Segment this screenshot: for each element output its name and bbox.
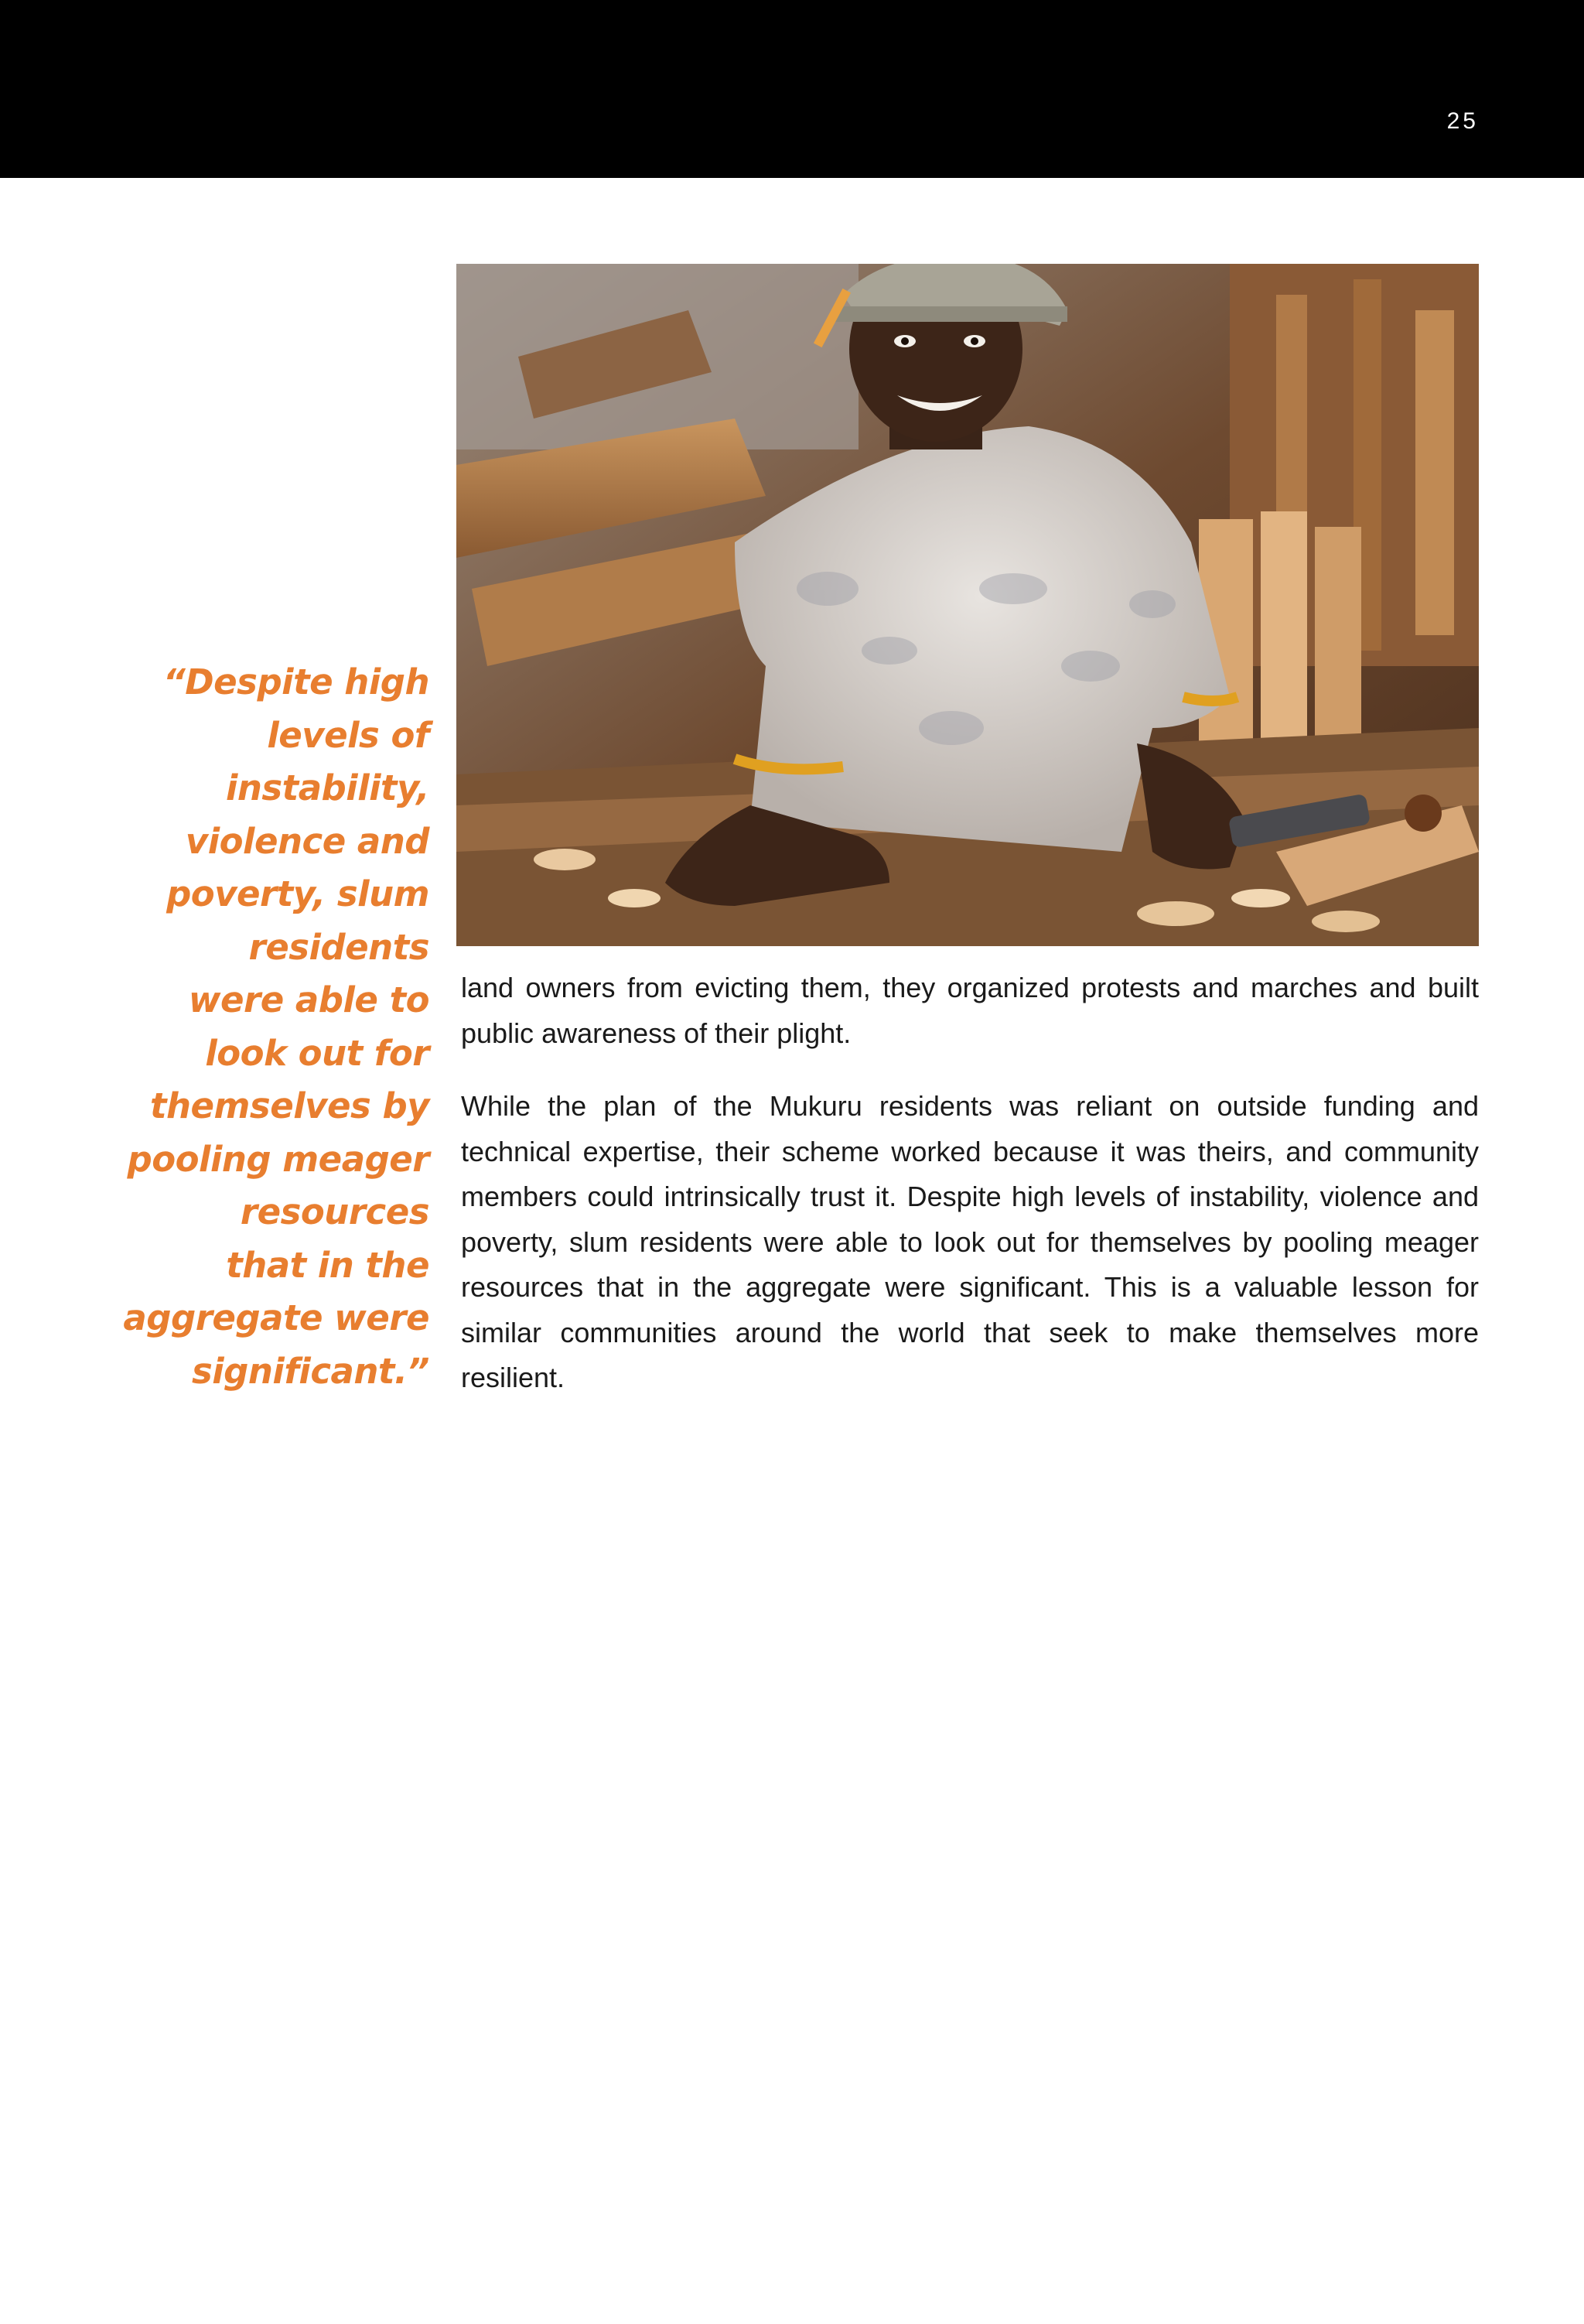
- pull-quote-line: levels of: [267, 714, 429, 756]
- pull-quote-line: “Despite high: [162, 661, 429, 702]
- carpenter-photo: [456, 264, 1479, 946]
- pull-quote-line: themselves by: [149, 1085, 429, 1126]
- pull-quote-line: violence and: [185, 820, 429, 862]
- pull-quote-line: residents: [248, 926, 429, 968]
- pull-quote-line: that in the: [226, 1244, 429, 1286]
- pull-quote-line: significant.”: [191, 1350, 429, 1392]
- pull-quote-line: aggregate were: [123, 1297, 429, 1338]
- pull-quote-line: pooling meager: [127, 1138, 429, 1180]
- pull-quote-line: were able to: [188, 979, 429, 1020]
- pull-quote-line: poverty, slum: [166, 873, 429, 914]
- pull-quote-line: look out for: [205, 1032, 429, 1074]
- pull-quote: [93, 656, 429, 1398]
- pull-quote-line: instability,: [225, 767, 429, 808]
- pull-quote-line: resources: [240, 1191, 429, 1232]
- body-text: [461, 965, 1479, 1429]
- page-number: 25: [1446, 108, 1479, 134]
- body-paragraph-1: land owners from evicting them, they organized protests and marches and built public awareness of their plight.: [461, 972, 1479, 1049]
- header-bar: [0, 0, 1584, 178]
- carpenter-photo-icon: [456, 264, 1479, 946]
- body-paragraph-2: While the plan of the Mukuru residents was reliant on outside funding and technical expertise, their scheme worked because it was theirs, and community members could intrinsically trust it. Despite high levels of instability, violence and poverty, slum residents were able to look out for themselves by pooling meager resources that in the aggregate were significant. This is a valuable lesson for similar communities around the world that seek to make themselves more resilient.: [461, 1090, 1479, 1393]
